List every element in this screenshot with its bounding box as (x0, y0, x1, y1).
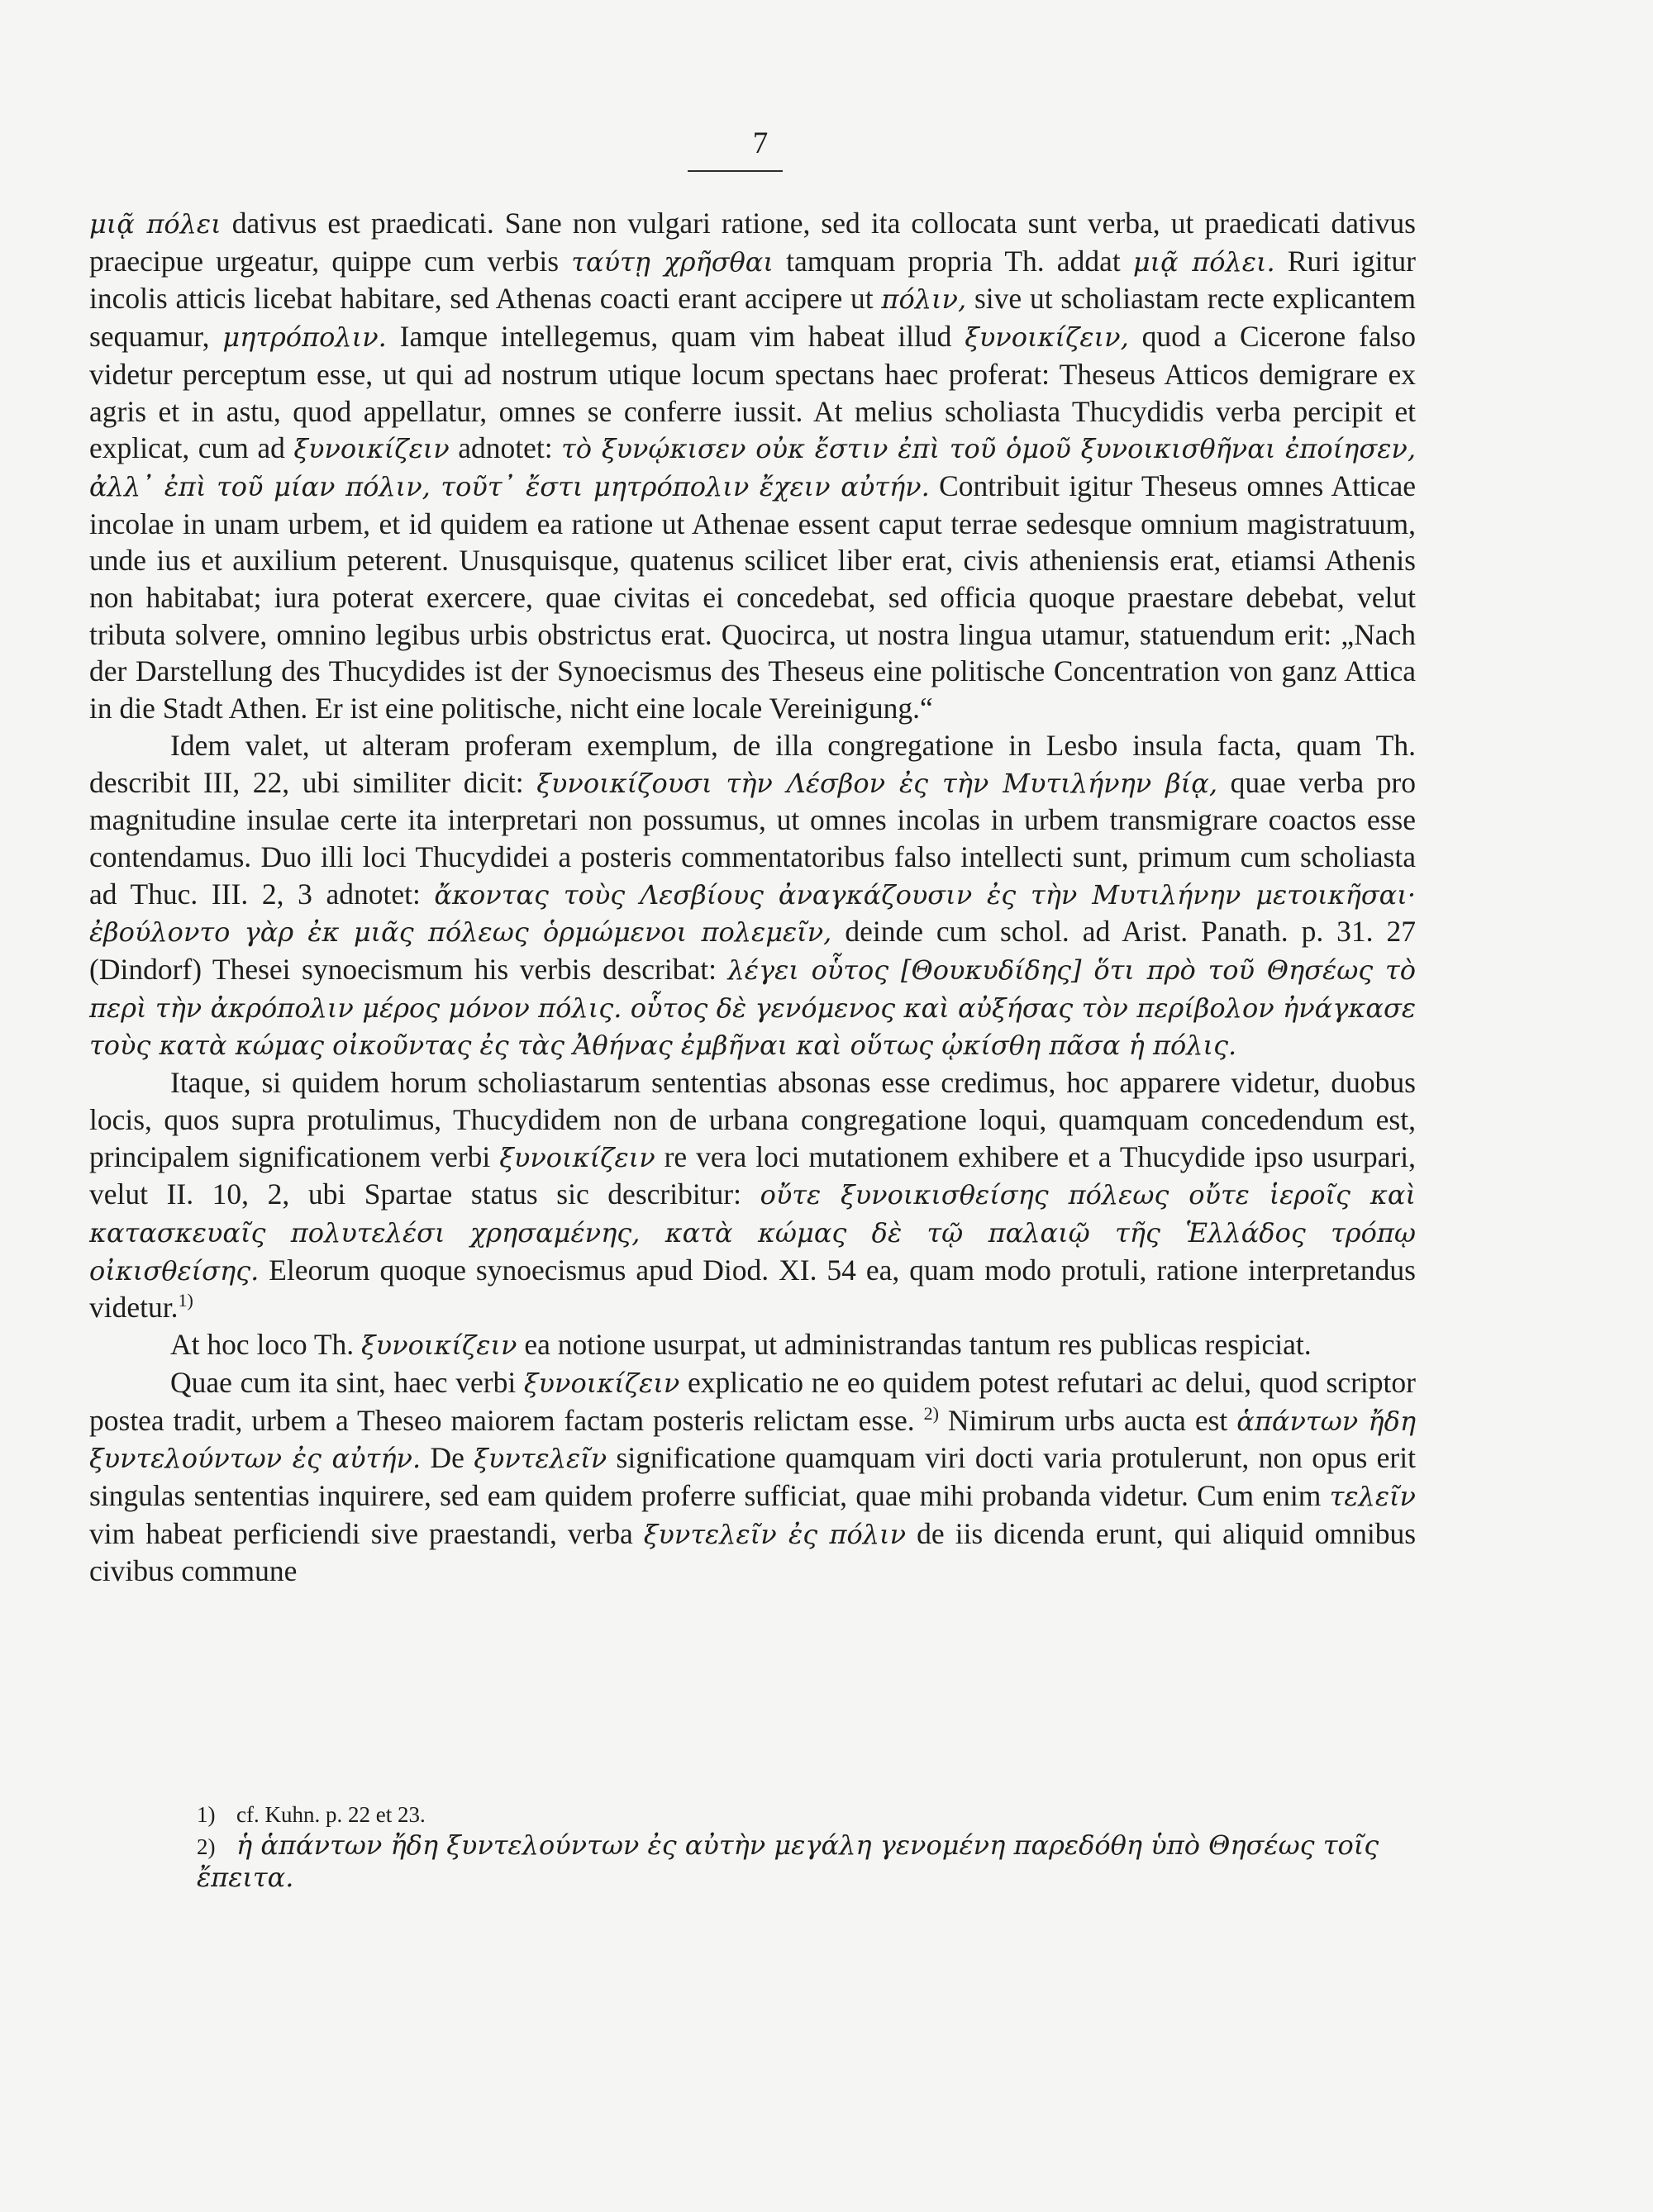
paragraph (89, 1326, 1416, 1364)
greek-quotation: ξυνοικίζειν (361, 1330, 517, 1362)
greek-quotation: ταύτῃ χρῆσθαι (571, 245, 774, 278)
page-number-rule (688, 170, 783, 172)
greek-quotation: τὸ ξυνῴκισεν οὐκ ἔστιν ἐπὶ τοῦ ὁμοῦ ξυνοικισθῆναι ἐποίησεν, ἀλλ᾽ ἐπὶ τοῦ μίαν πόλιν, τοῦτ᾽ ἔστι μητρόπολιν ἔχειν αὐτήν. (89, 433, 1416, 502)
latin-text: ea notione usurpat, ut administrandas tantum res publicas respiciat. (517, 1328, 1312, 1362)
greek-quotation: ἡ ἁπάντων ἤδη ξυντελούντων ἐς αὐτὴν μεγάλη γενομένη παρεδόθη ὑπὸ Θησέως τοῖς ἔπειτα. (197, 1829, 1379, 1893)
footnotes (197, 1800, 1416, 1895)
greek-quotation: ξυντελεῖν (474, 1443, 607, 1475)
greek-quotation: οὔτε ξυνοικισθείσης πόλεως οὔτε ἱεροῖς καὶ κατασκευαῖς πολυτελέσι χρησαμένης, κατὰ κώμας δὲ τῷ παλαιῷ τῆς Ἑλλάδος τρόπῳ οἰκισθείσης. (89, 1179, 1416, 1287)
greek-quotation: μητρόπολιν. (222, 321, 387, 354)
greek-quotation: ἄκοντας τοὺς Λεσβίους ἀναγκάζουσιν ἐς τὴν Μυτιλήνην μετοικῆσαι· ἐβούλοντο γὰρ ἐκ μιᾶς πόλεως ὁρμώμενοι πολεμεῖν, (89, 878, 1417, 949)
latin-text: significatione quamquam viri docti varia protulerunt, non opus erit singulas sententias inquirere, sed eam quidem proferre sufficiat, quae mihi probanda videtur. Cum enim (89, 1441, 1416, 1512)
footnote-mark: 1) (197, 1802, 216, 1827)
greek-quotation: πόλιν, (881, 283, 967, 316)
greek-quotation: ξυνοικίζειν (499, 1141, 655, 1173)
footnote-reference: 2) (923, 1402, 939, 1424)
footnote-mark: 2) (197, 1834, 216, 1859)
footnote (197, 1800, 1416, 1830)
latin-text: re vera loci mutationem exhibere et a Thucydide ipso usurpari, velut II. 10, 2, ubi Spartae status sic describitur: (89, 1139, 1416, 1211)
page-number: 7 (752, 126, 769, 160)
greek-quotation: μιᾷ πόλει. (1132, 245, 1275, 278)
latin-text: Idem valet, ut alteram proferam exemplum, de illa congregatione in Lesbo insula facta, quam Th. describit III, 22, ubi similiter dicit: (89, 728, 1416, 799)
greek-quotation: ξυνοικίζειν, (965, 321, 1129, 354)
greek-quotation: ξυνοικίζειν (523, 1367, 680, 1399)
paragraph (89, 727, 1416, 1064)
latin-text: Itaque, si quidem horum scholiastarum sententias absonas esse credimus, hoc apparere videtur, duobus locis, quos supra protulimus, Thucydidem non de urbana congregatione loqui, quamquam concedendum est, principalem significationem verbi (89, 1066, 1416, 1173)
latin-text: de iis dicenda erunt, qui aliquid omnibus civibus commune (89, 1516, 1417, 1588)
latin-text: Nimirum urbs aucta est (938, 1403, 1237, 1437)
footnote (197, 1830, 1416, 1895)
latin-text: cf. Kuhn. p. 22 et 23. (236, 1802, 426, 1827)
latin-text: quod a Cicerone falso videtur perceptum esse, ut qui ad nostrum utique locum spectans haec proferat: Theseus Atticos demigrare ex agris et in astu, quod appellatur, omnes se conferre iussit. At melius scholiasta Thucydidis verba percipit et explicat, cum ad (89, 320, 1417, 465)
paragraph (89, 1364, 1416, 1590)
latin-text: Iamque intellegemus, quam vim habeat illud (386, 320, 965, 354)
greek-quotation: ξυνοικίζειν (293, 433, 450, 465)
latin-text: At hoc loco Th. (170, 1328, 362, 1362)
paragraph (89, 1064, 1416, 1326)
latin-text: Quae cum ita sint, haec verbi (170, 1365, 524, 1399)
latin-text: Contribuit igitur Theseus omnes Atticae incolae in unam urbem, et id quidem ea ratione ut Athenae essent caput terrae sedesque omnium magistratuum, unde ius et auxilium peterent. Unusquisque, quatenus scilicet liber erat, civis atheniensis erat, etiamsi Athenis non habitabat; iura poterat exercere, quae civitas ei concedebat, sed officia quoque praestare debebat, velut tributa solvere, omnino legibus urbis obstrictus erat. Quocirca, ut nostra lingua utamur, statuendum erit: „Nach der Darstellung des Thucydides ist der Synoecismus des Theseus eine politische Concentration von ganz Attica in die Stadt Athen. Er ist eine politische, nicht eine locale Vereinigung.“ (89, 469, 1416, 725)
latin-text: sive ut scholiastam recte explicantem sequamur, (89, 282, 1416, 354)
greek-quotation: ξυντελεῖν ἐς πόλιν (643, 1518, 907, 1550)
latin-text: vim habeat perficiendi sive praestandi, verba (89, 1516, 644, 1550)
body-text (89, 205, 1416, 1590)
greek-quotation: μιᾷ πόλει (89, 208, 222, 240)
greek-quotation: λέγει οὗτος [Θουκυδίδης] ὅτι πρὸ τοῦ Θησέως τὸ περὶ τὴν ἀκρόπολιν μέρος μόνον πόλις. οὗτος δὲ γενόμενος καὶ αὐξήσας τὸν περίβολον ἠνάγκασε τοὺς κατὰ κώμας οἰκοῦντας ἐς τὰς Ἀθήνας ἐμβῆναι καὶ οὕτως ᾠκίσθη πᾶσα ἡ πόλις. (89, 954, 1417, 1062)
latin-text: De (421, 1441, 474, 1475)
latin-text: Ruri igitur incolis atticis licebat habitare, sed Athenas coacti erant accipere ut (89, 244, 1416, 316)
paragraph (89, 205, 1416, 727)
latin-text: quae verba pro magnitudine insulae certe ita interpretari non possumus, ut omnes incolas in urbem transmigrare coactos esse contendamus. Duo illi loci Thucydidei a posteris commentatoribus falso intellecti sunt, primum cum scholiasta ad Thuc. III. 2, 3 adnotet: (89, 765, 1417, 911)
latin-text: Eleorum quoque synoecismus apud Diod. XI. 54 ea, quam modo protuli, ratione interpretandus videtur. (89, 1253, 1416, 1325)
latin-text: explicatio ne eo quidem potest refutari ac delui, quod scriptor postea tradit, urbem a Theseo maiorem factam posteris relictam esse. (89, 1365, 1416, 1437)
footnote-reference: 1) (178, 1290, 193, 1311)
greek-quotation: ξυνοικίζουσι τὴν Λέσβον ἐς τὴν Μυτιλήνην βίᾳ, (536, 767, 1217, 799)
latin-text: deinde cum schol. ad Arist. Panath. p. 31. 27 (Dindorf) Thesei synoecismum his verbis describat: (89, 915, 1416, 987)
greek-quotation: ἁπάντων ἤδη ξυντελούντων ἐς αὐτήν. (89, 1405, 1417, 1475)
latin-text: dativus est praedicati. Sane non vulgari ratione, sed ita collocata sunt verba, ut praedicati dativus praecipue urgeatur, quippe cum verbis (89, 207, 1416, 278)
latin-text: tamquam propria Th. addat (773, 244, 1133, 278)
latin-text: adnotet: (449, 431, 562, 465)
greek-quotation: τελεῖν (1329, 1480, 1416, 1512)
